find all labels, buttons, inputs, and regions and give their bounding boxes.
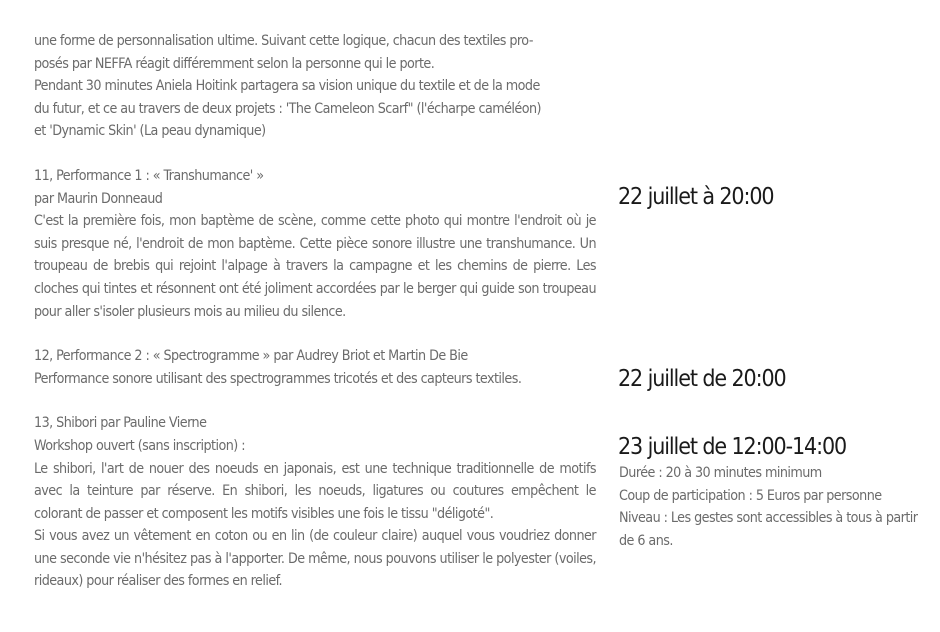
event-13-level: Niveau : Les gestes sont accessibles à tous à partir de 6 ans.: [619, 510, 918, 549]
intro-line-4: du futur, et ce au travers de deux projets : 'The Cameleon Scarf" (l'écharpe caméléon): [34, 100, 541, 117]
intro-line-3: Pendant 30 minutes Aniela Hoitink partagera sa vision unique du textile et de la mode: [34, 78, 540, 95]
event-13-duration: Durée : 20 à 30 minutes minimum: [619, 465, 822, 481]
event-12-date: 22 juillet de 20:00: [618, 366, 786, 392]
event-13-description-2: Si vous avez un vêtement en coton ou en lin (de couleur claire) auquel vous voudriez donner une seconde vie n'hésitez pas à l'apporter. De même, nous pouvons utiliser le polyester (voiles, rideaux) pour réaliser des formes en relief.: [34, 528, 596, 590]
event-11-description: C'est la première fois, mon baptème de scène, comme cette photo qui montre l'endroit où je suis presque né, l'endroit de mon baptème. Cette pièce sonore illustre une transhumance. Un troupeau de brebis qui rejoint l'alpage à travers la campagne et les chemins de pierre. Les cloches qui tintes et résonnent ont été joliment accordées par le berger qui guide son troupeau pour aller s'isoler plusieurs mois au milieu du silence.: [34, 213, 596, 320]
intro-line-2: posés par NEFFA réagit différemment selon la personne qui le porte.: [34, 55, 435, 72]
intro-line-5: et 'Dynamic Skin' (La peau dynamique): [34, 123, 266, 140]
event-13-description: Le shibori, l'art de nouer des noeuds en japonais, est une technique traditionnelle de motifs avec la teinture par réserve. En shibori, les noeuds, ligatures ou coutures empêchent le colorant de passer et composent les motifs visibles une fois le tissu "déligoté".: [34, 460, 596, 522]
event-11-author: par Maurin Donneaud: [34, 190, 163, 207]
event-13-subtitle: Workshop ouvert (sans inscription) :: [34, 437, 245, 454]
event-11-title: 11, Performance 1 : « Transhumance' »: [34, 167, 264, 184]
event-11-date: 22 juillet à 20:00: [618, 184, 774, 210]
event-13-title: 13, Shibori par Pauline Vierne: [34, 415, 207, 432]
event-12-title: 12, Performance 2 : « Spectrogramme » par Audrey Briot et Martin De Bie: [34, 348, 468, 365]
event-13-info: [619, 462, 919, 552]
intro-line-1: une forme de personnalisation ultime. Suivant cette logique, chacun des textiles pro-: [34, 33, 533, 49]
event-12-description: Performance sonore utilisant des spectrogrammes tricotés et des capteurs textiles.: [34, 370, 522, 387]
event-13-cost: Coup de participation : 5 Euros par personne: [619, 487, 882, 504]
program-text-column: [34, 30, 596, 593]
event-13-date: 23 juillet de 12:00-14:00: [618, 434, 847, 460]
